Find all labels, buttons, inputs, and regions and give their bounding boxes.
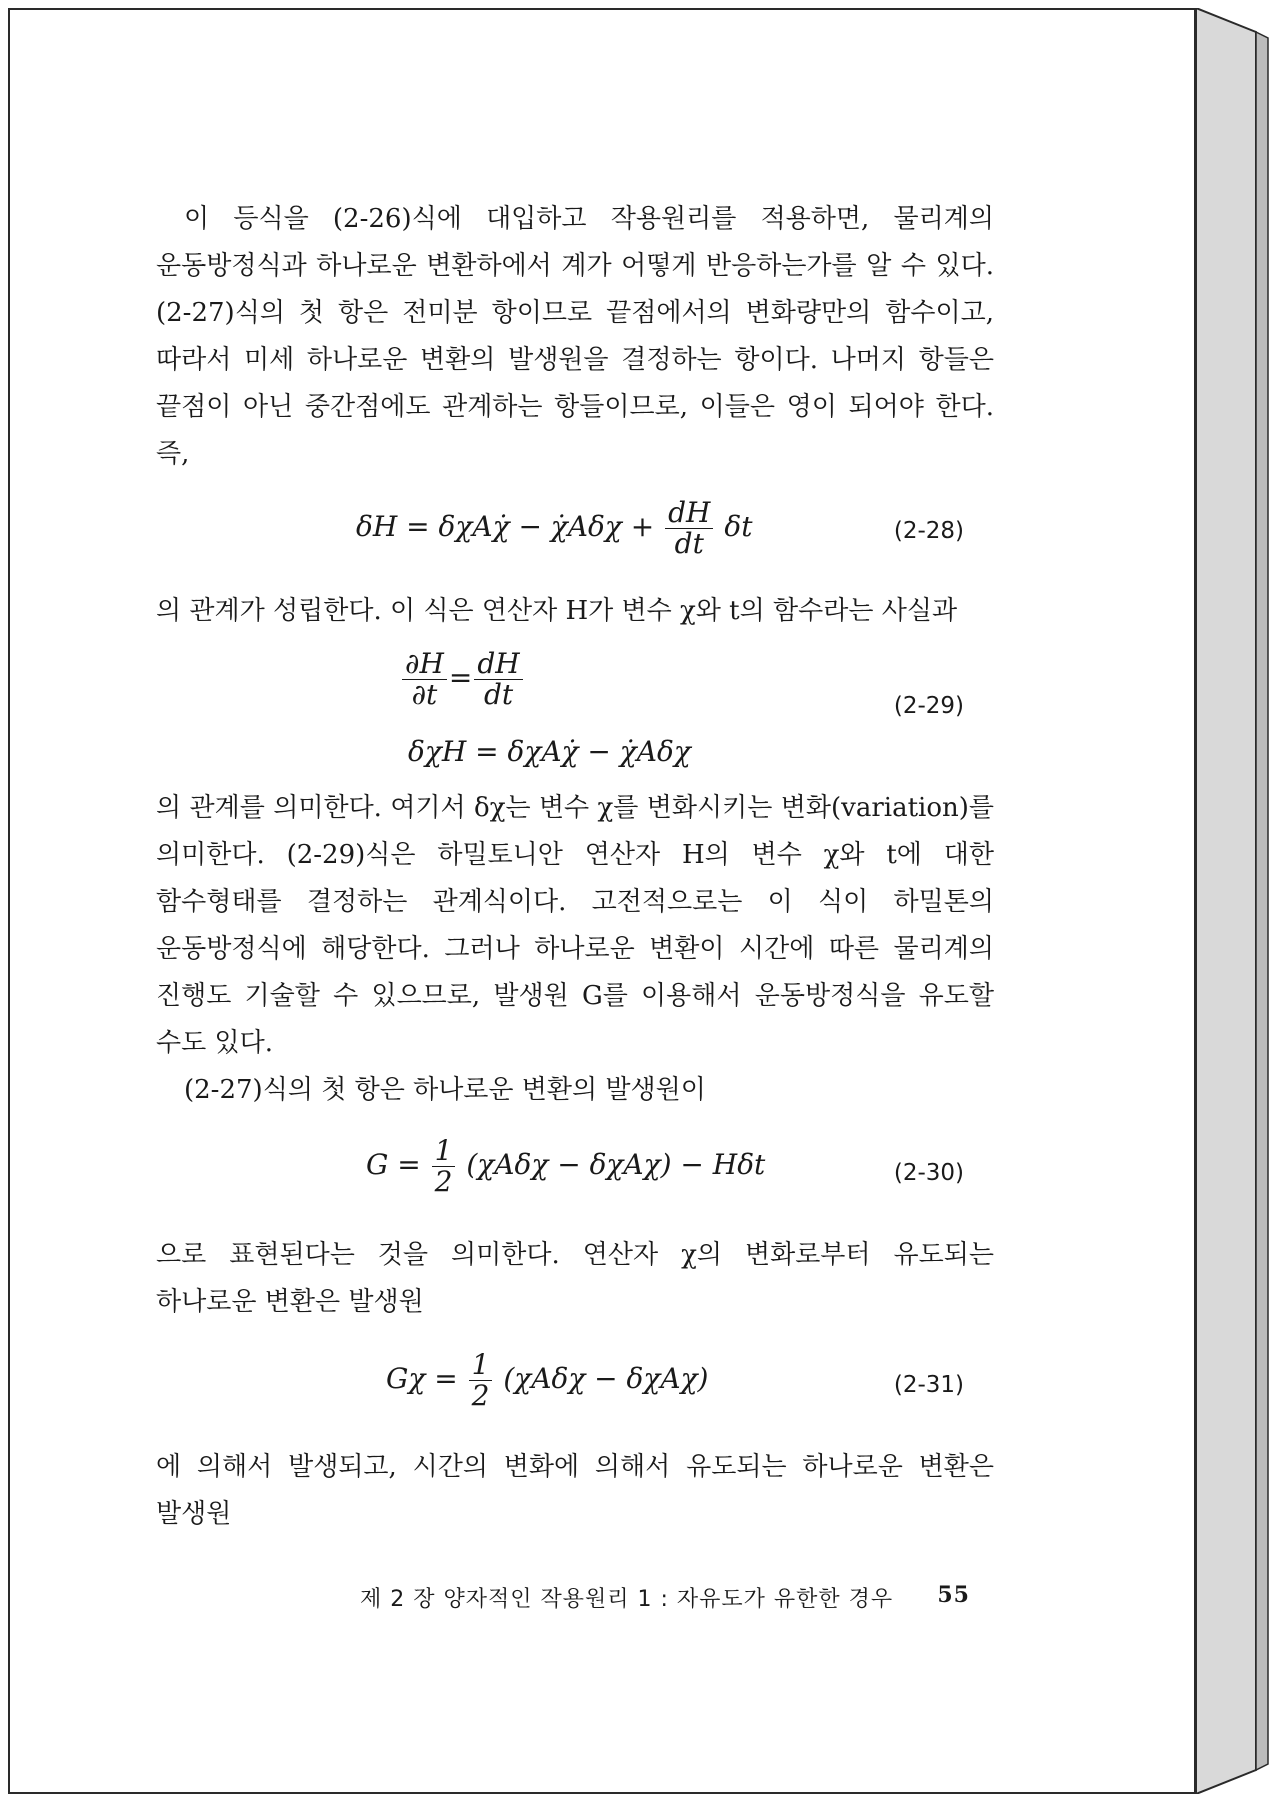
eq228-number: (2-28): [893, 518, 964, 544]
equation-2-30: [156, 1114, 994, 1232]
eq228-frac-den: dt: [674, 527, 704, 560]
eq228-rhs: δt: [724, 510, 753, 543]
eq229-number: (2-29): [893, 693, 964, 719]
running-footer: [360, 1582, 1000, 1613]
eq230-frac-num: 1: [432, 1136, 456, 1167]
eq229-frac1-num: ∂H: [402, 649, 447, 680]
eq231-frac-num: 1: [469, 1350, 493, 1381]
eq230-lhs: G =: [366, 1148, 421, 1181]
eq230-fraction: [432, 1136, 456, 1197]
eq230-rhs: (χAδχ − δχAχ) − Hδt: [466, 1148, 766, 1181]
eq229-equals: =: [448, 661, 473, 694]
equation-2-31: [156, 1326, 994, 1444]
eq228-lhs: δH = δχAχ̇ − χ̇Aδχ +: [356, 510, 655, 543]
paragraph-2: 의 관계가 성립한다. 이 식은 연산자 H가 변수 χ와 t의 함수라는 사실과: [156, 596, 958, 626]
eq229-frac1-den: ∂t: [411, 678, 438, 711]
eq229-frac2: [474, 649, 522, 710]
eq231-lhs: Gχ =: [386, 1362, 458, 1395]
page-number: 55: [937, 1582, 970, 1608]
paragraph-6: 에 의해서 발생되고, 시간의 변화에 의해서 유도되는 하나로운 변환은 발생원: [156, 1452, 994, 1529]
eq231-rhs: (χAδχ − δχAχ): [503, 1362, 709, 1395]
eq230-frac-den: 2: [434, 1165, 453, 1198]
paragraph-1: 이 등식을 (2-26)식에 대입하고 작용원리를 적용하면, 물리계의 운동방정식과 하나로운 변환하에서 계가 어떻게 반응하는가를 알 수 있다. (2-27)식의 첫 항은 전미분 항이므로 끝점에서의 변화량만의 함수이고, 따라서 미세 하나로운 변환의 발생원을 결정하는 항이다. 나머지 항들은 끝점이 아닌 중간점에도 관계하는 항들이므로, 이들은 영이 되어야 한다. 즉,: [156, 204, 994, 469]
eq228-frac-num: dH: [665, 498, 713, 529]
equation-2-28: [156, 478, 994, 588]
eq229-frac1: [402, 649, 447, 710]
paragraph-3: 의 관계를 의미한다. 여기서 δχ는 변수 χ를 변화시키는 변화(variation)를 의미한다. (2-29)식은 하밀토니안 연산자 H의 변수 χ와 t에 대한 함수형태를 결정하는 관계식이다. 고전적으로는 이 식이 하밀톤의 운동방정식에 해당한다. 그러나 하나로운 변환이 시간에 따른 물리계의 진행도 기술할 수 있으므로, 발생원 G를 이용해서 운동방정식을 유도할 수도 있다.: [156, 793, 994, 1058]
chapter-title: 제 2 장 양자적인 작용원리 1 : 자유도가 유한한 경우: [360, 1587, 894, 1612]
eq229-frac2-num: dH: [474, 649, 522, 680]
paragraph-5: 으로 표현된다는 것을 의미한다. 연산자 χ의 변화로부터 유도되는 하나로운 변환은 발생원: [156, 1240, 994, 1317]
page-edge: [1196, 8, 1270, 1794]
page-body: [156, 196, 994, 1538]
eq229-frac2-den: dt: [483, 678, 514, 711]
eq229-second-line: δχH = δχAχ̇ − χ̇Aδχ: [408, 735, 691, 768]
paragraph-4: (2-27)식의 첫 항은 하나로운 변환의 발생원이: [184, 1075, 706, 1105]
eq230-number: (2-30): [893, 1160, 964, 1186]
eq231-fraction: [469, 1350, 493, 1411]
eq231-frac-den: 2: [471, 1379, 490, 1412]
equation-2-29: [156, 635, 994, 785]
eq231-number: (2-31): [893, 1372, 964, 1398]
eq228-fraction: [665, 498, 713, 559]
